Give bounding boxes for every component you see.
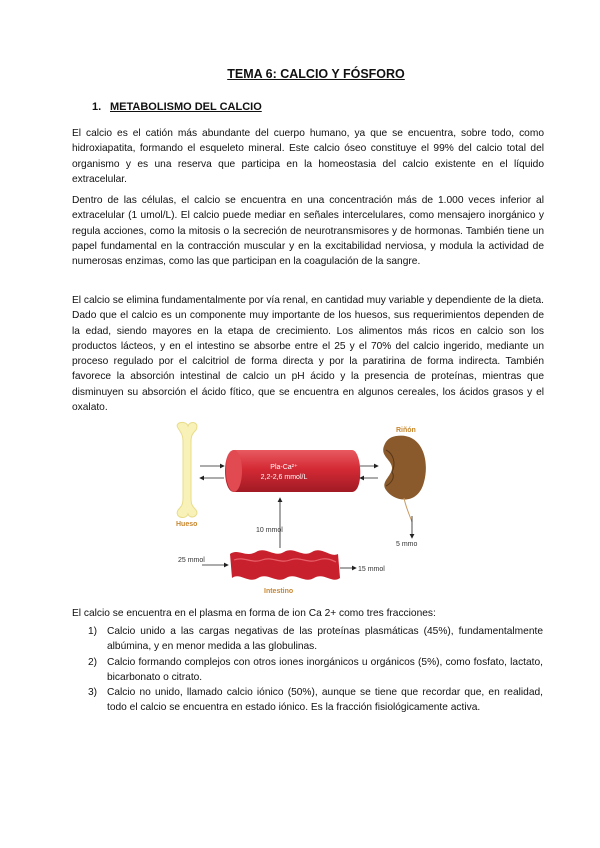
- intestine-icon: [230, 550, 340, 579]
- calcium-metabolism-diagram: [172, 420, 442, 600]
- list-item-text: Calcio no unido, llamado calcio iónico (50%), aunque se tiene que recordar que, en realidad, todo el calcio se encuentra en estado iónico. Es la fracción fisiológicamente activa.: [107, 687, 543, 714]
- intestine-label: Intestino: [264, 588, 294, 595]
- list-item-text: Calcio unido a las cargas negativas de las proteínas plasmáticas (45%), fundamentalmente albúmina, y en menor medida a las globulinas.: [107, 626, 543, 653]
- list-item-number: 1): [88, 626, 98, 637]
- kidney-icon: [383, 436, 426, 522]
- plasma-vessel: [225, 450, 360, 492]
- list-item: [88, 624, 543, 655]
- fecal-excretion-label: 15 mmol: [358, 566, 385, 573]
- list-item-text: Calcio formando complejos con otros iones inorgánicos u orgánicos (5%), como fosfato, lactato, bicarbonato o citrato.: [107, 656, 543, 683]
- list-item-number: 2): [88, 656, 98, 668]
- paragraph: El calcio se elimina fundamentalmente por vía renal, en cantidad muy variable y dependiente de la dieta. Dado que el calcio es un componente muy importante de los huesos, sus requerimientos dependen de la edad, siendo mayores en la etapa de crecimiento. Los alimentos más ricos en calcio son los productos lácteos, y en el intestino se absorbe entre el 25 y el 70% del calcio ingerido, mediante un proceso regulado por el calcitriol de forma directa y por la paratirina de forma indirecta. También favorece la absorción intestinal de calcio un pH ácido y la presencia de proteínas, mientras que disminuyen su absorción el ácido fítico, que se encuentra en algunos cereales, los ácidos grasos y el oxalato.: [72, 295, 544, 414]
- paragraph: Dentro de las células, el calcio se encuentra en una concentración más de 1.000 veces inferior al extracelular (1 umol/L). El calcio puede mediar en señales intercelulares, como mensajero inorgánico y regula acciones, como la mitosis o la secreción de neurotransmisores y de hormonas. También tiene un papel fundamental en la contracción muscular y en la excitabilidad nerviosa, y modula la actividad de numerosas enzimas, como las que participan en la coagulación de la sangre.: [72, 195, 544, 268]
- page-title: TEMA 6: CALCIO Y FÓSFORO: [227, 67, 405, 81]
- kidney-label: Riñón: [396, 427, 416, 434]
- section-title: METABOLISMO DEL CALCIO: [110, 101, 262, 113]
- intake-label: 25 mmol: [178, 557, 205, 564]
- list-item: [88, 685, 543, 716]
- fractions-list: [88, 624, 543, 716]
- bone-icon: [177, 422, 197, 517]
- bone-label: Hueso: [176, 521, 198, 528]
- plasma-label: Pla-Ca²⁺: [270, 464, 298, 471]
- renal-excretion-label: 5 mmo: [396, 541, 418, 548]
- section-number: 1.: [92, 101, 102, 113]
- list-item-number: 3): [88, 687, 98, 699]
- list-intro: El calcio se encuentra en el plasma en forma de ion Ca 2+ como tres fracciones:: [72, 608, 436, 619]
- section-heading: [92, 101, 262, 113]
- list-item: [88, 655, 543, 686]
- paragraph: El calcio es el catión más abundante del cuerpo humano, ya que se encuentra, sobre todo, como hidroxiapatita, formando el esqueleto mineral. Este calcio óseo constituye el 99% del calcio total del organismo y es una reserva que participa en la homeostasia del calcio existente en el líquido extracelular.: [72, 128, 544, 185]
- plasma-concentration: 2,2-2,6 mmol/L: [260, 474, 308, 481]
- absorption-label: 10 mmol: [256, 527, 283, 534]
